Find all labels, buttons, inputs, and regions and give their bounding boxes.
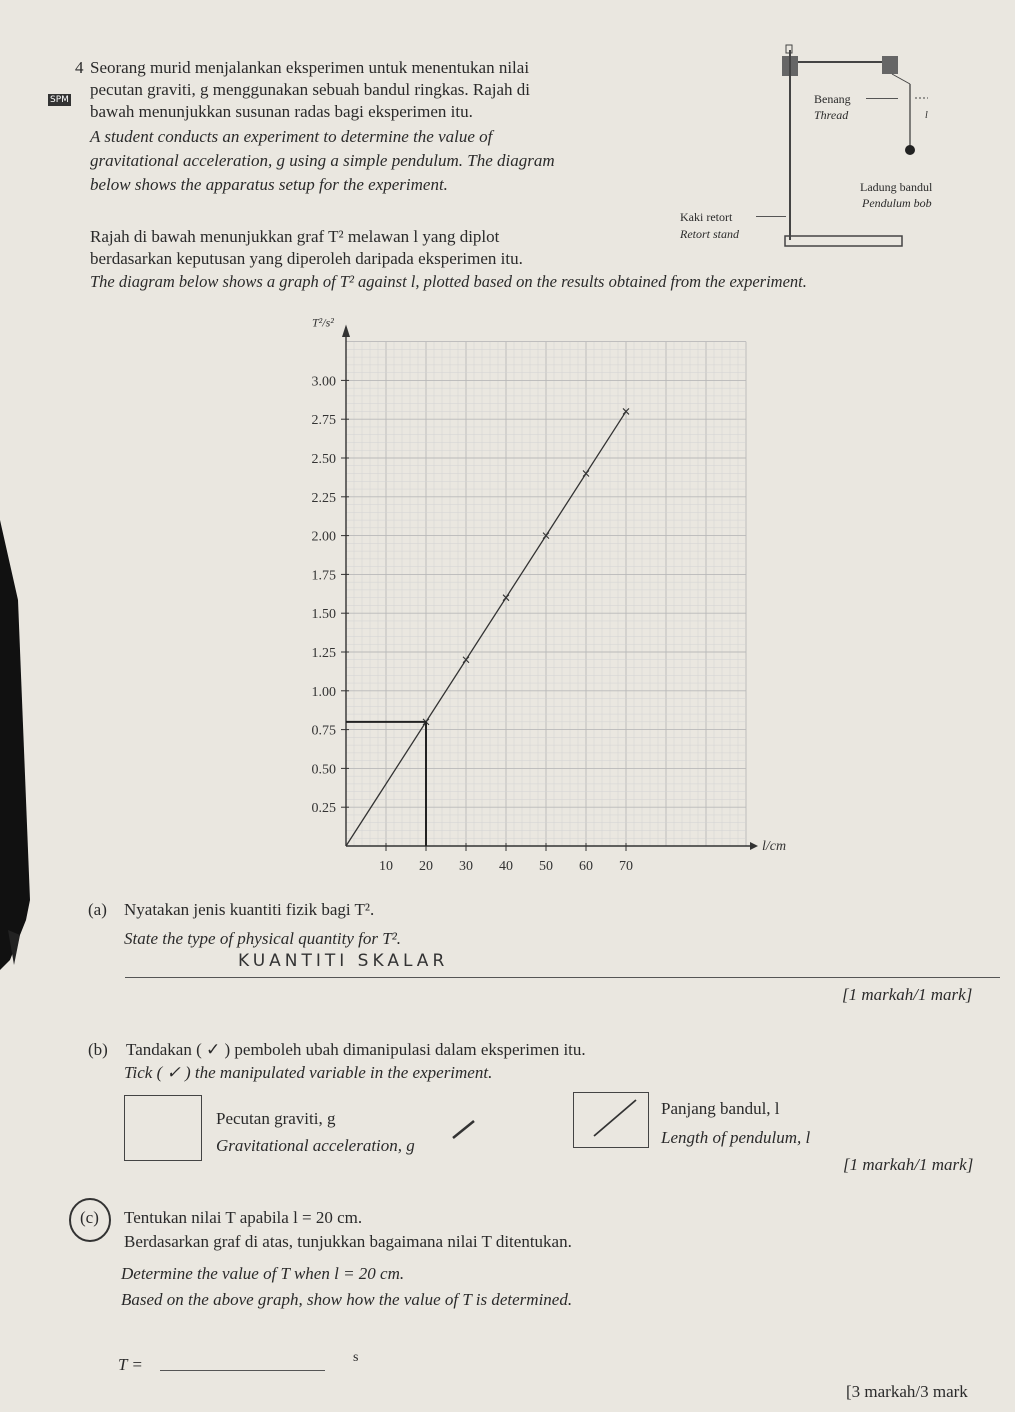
intro-en-line-3: below shows the apparatus setup for the experiment.	[90, 175, 448, 194]
x-tick-label: 70	[619, 859, 633, 874]
label-stand-en: Retort stand	[680, 227, 739, 241]
option2-ms: Panjang bandul, l	[661, 1099, 780, 1118]
x-axis-arrow	[750, 842, 758, 850]
y-tick-label: 2.50	[311, 452, 336, 467]
part-c-text1-en: Determine the value of T when l = 20 cm.	[121, 1264, 405, 1283]
part-b-text-en: Tick ( ✓ ) the manipulated variable in the experiment.	[124, 1063, 493, 1082]
x-tick-label: 30	[459, 859, 473, 874]
part-a-marks: [1 markah/1 mark]	[842, 985, 973, 1004]
y-tick-label: 0.50	[311, 762, 336, 778]
stand-leader-line	[756, 216, 786, 217]
y-axis-label: T²/s²	[312, 315, 334, 330]
y-tick-label: 1.50	[311, 607, 336, 623]
intro-ms-line-3: bawah menunjukkan susunan radas bagi eksperimen itu.	[90, 102, 473, 121]
intro-ms-line-2: pecutan graviti, g menggunakan sebuah bandul ringkas. Rajah di	[90, 80, 530, 99]
part-c-label: (c)	[80, 1208, 99, 1227]
y-tick-label: 0.75	[311, 723, 336, 739]
part-c-answer-line[interactable]	[160, 1370, 325, 1371]
part-a-answer: KUANTITI SKALAR	[238, 951, 449, 971]
label-bob-ms: Ladung bandul	[860, 180, 933, 194]
part-b-label: (b)	[88, 1040, 108, 1059]
question-number: 4	[75, 58, 84, 77]
y-tick-label: 2.25	[311, 490, 336, 506]
x-tick-label: 60	[579, 859, 593, 874]
part-c-answer-label: T =	[118, 1355, 143, 1374]
option1-en: Gravitational acceleration, g	[216, 1136, 415, 1155]
x-tick-label: 50	[539, 859, 553, 874]
spm-badge: SPM	[50, 95, 69, 105]
part-c-text2-en: Based on the above graph, show how the value of T is determined.	[121, 1290, 573, 1309]
y-tick-label: 3.00	[311, 374, 336, 390]
y-tick-label: 1.75	[311, 568, 336, 584]
part-a-label: (a)	[88, 900, 107, 919]
y-tick-label: 0.25	[311, 801, 336, 817]
graph-t2-vs-l	[280, 310, 800, 880]
label-length-symbol: l	[925, 110, 928, 121]
checkbox-gravitational-acceleration[interactable]	[124, 1095, 202, 1161]
part-b-text-ms: Tandakan ( ✓ ) pemboleh ubah dimanipulasi dalam eksperimen itu.	[126, 1040, 586, 1059]
part-c-text1-ms: Tentukan nilai T apabila l = 20 cm.	[124, 1208, 363, 1227]
intro-ms-line-1: Seorang murid menjalankan eksperimen untuk menentukan nilai	[90, 58, 530, 77]
label-bob-en: Pendulum bob	[862, 196, 932, 210]
graph-intro-ms-line-2: berdasarkan keputusan yang diperoleh daripada eksperimen itu.	[90, 249, 523, 268]
x-axis-label: l/cm	[762, 839, 787, 854]
tick-mark	[590, 1096, 640, 1140]
label-thread-ms: Benang	[814, 92, 851, 106]
part-a-answer-line	[125, 977, 1000, 978]
part-c-text2-ms: Berdasarkan graf di atas, tunjukkan bagaimana nilai T ditentukan.	[124, 1232, 572, 1251]
x-tick-label: 40	[499, 859, 513, 874]
part-a-text-en: State the type of physical quantity for T².	[124, 929, 402, 948]
part-c-unit: s	[353, 1350, 359, 1365]
label-stand-ms: Kaki retort	[680, 210, 733, 224]
thread-leader-line	[866, 98, 898, 99]
x-tick-label: 20	[419, 859, 433, 874]
pen-image	[0, 0, 40, 1000]
y-axis-arrow	[342, 325, 350, 337]
part-a-text-ms: Nyatakan jenis kuantiti fizik bagi T².	[124, 900, 375, 919]
graph-intro-en: The diagram below shows a graph of T² against l, plotted based on the results obtained from the experiment.	[90, 272, 807, 291]
y-tick-label: 1.00	[311, 684, 336, 700]
option1-ms: Pecutan graviti, g	[216, 1109, 336, 1128]
y-tick-label: 1.25	[311, 646, 336, 661]
pencil-stroke-mark	[450, 1118, 480, 1140]
y-tick-label: 2.00	[311, 529, 336, 545]
part-b-marks: [1 markah/1 mark]	[843, 1155, 974, 1174]
x-tick-label: 10	[379, 859, 393, 874]
intro-en-line-1: A student conducts an experiment to determine the value of	[90, 127, 493, 146]
graph-intro-ms-line-1: Rajah di bawah menunjukkan graf T² melawan l yang diplot	[90, 227, 500, 246]
y-tick-label: 2.75	[311, 413, 336, 429]
option2-en: Length of pendulum, l	[661, 1128, 811, 1147]
intro-en-line-2: gravitational acceleration, g using a simple pendulum. The diagram	[90, 151, 555, 170]
label-thread-en: Thread	[814, 108, 849, 122]
part-c-marks: [3 markah/3 mark	[846, 1382, 968, 1401]
